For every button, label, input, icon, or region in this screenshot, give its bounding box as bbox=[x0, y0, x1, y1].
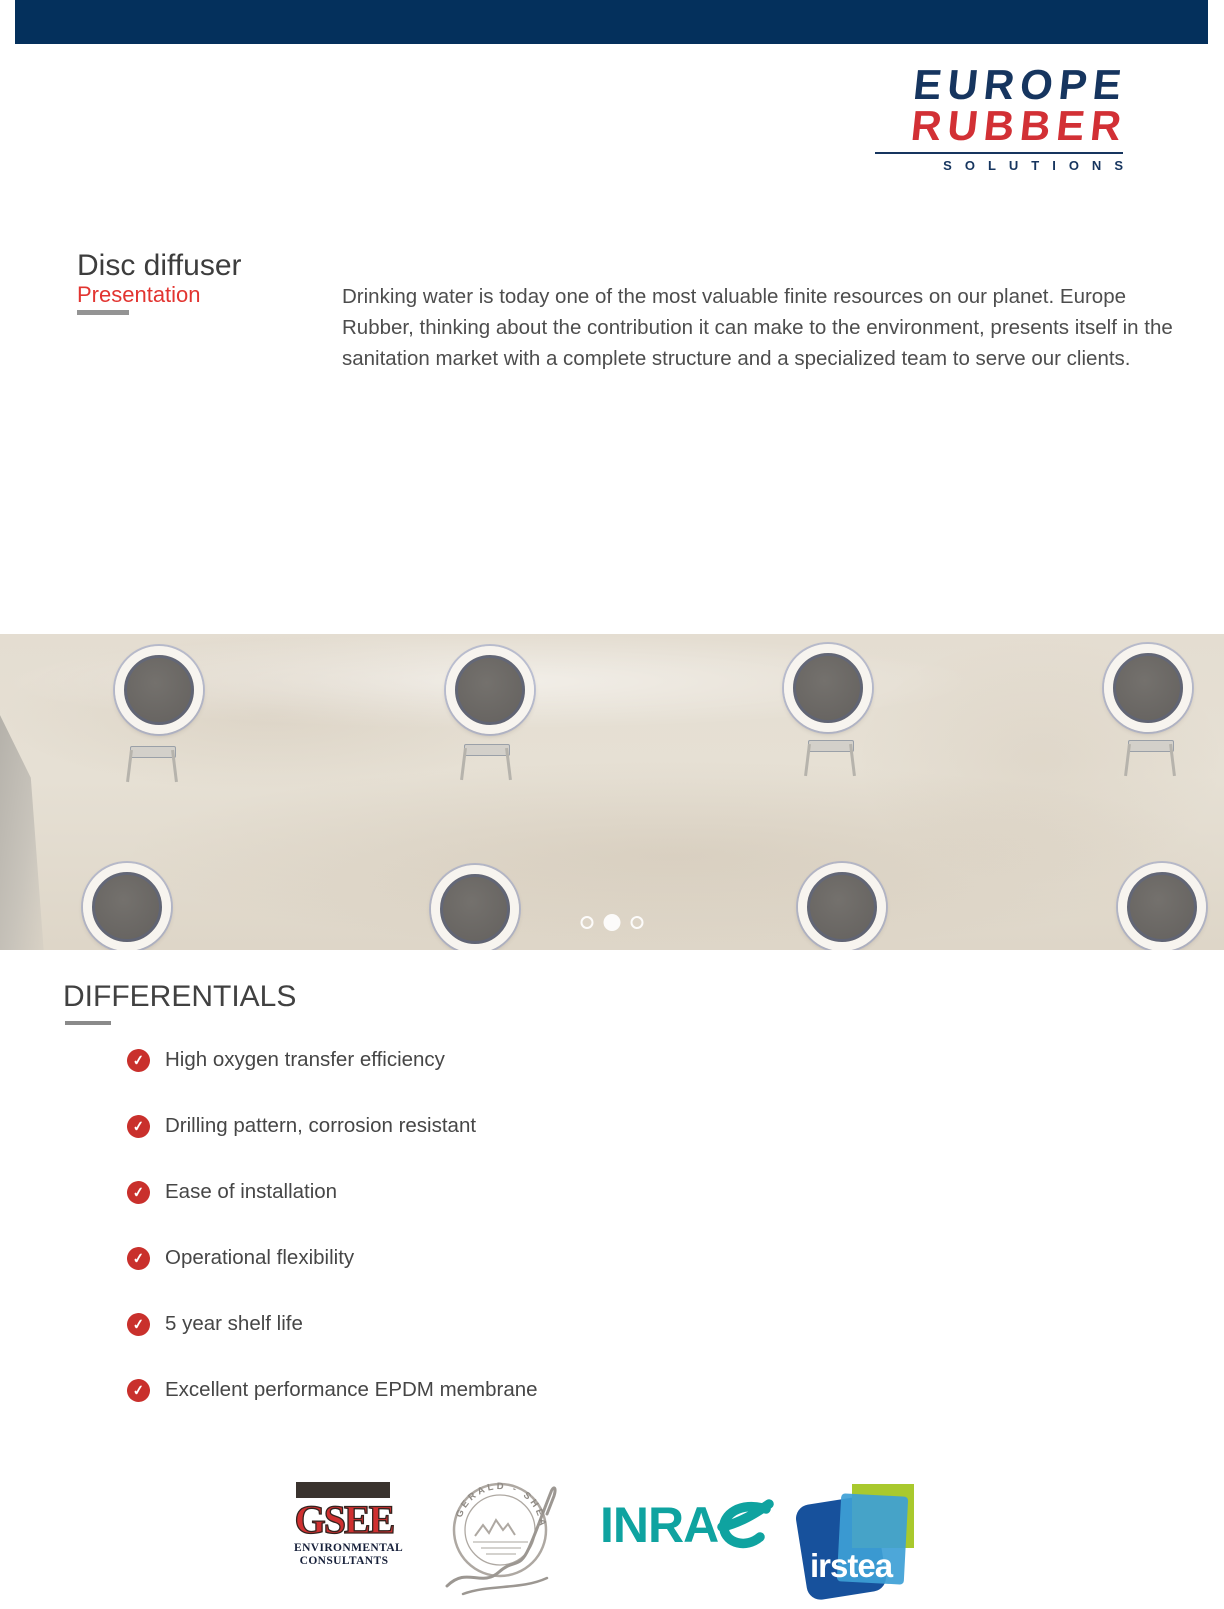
differential-item-label: Excellent performance EPDM membrane bbox=[165, 1378, 538, 1401]
gsee-logo bbox=[294, 1482, 404, 1568]
diffuser-disc bbox=[115, 646, 203, 734]
intro-paragraph: Drinking water is today one of the most valuable finite resources on our planet. Europe Rubber, thinking about the contribution it can make to the environment, presents itself in the sanitation market with a complete structure and a specialized team to serve our clients. bbox=[342, 285, 1173, 370]
brand-word-rubber: RUBBER bbox=[908, 102, 1130, 149]
carousel-dots bbox=[581, 914, 644, 931]
seal-arc-text: GERALD - SHEA bbox=[453, 1480, 549, 1530]
page-title: Disc diffuser bbox=[77, 249, 242, 282]
diffuser-disc bbox=[798, 863, 886, 950]
differentials-heading: DIFFERENTIALS bbox=[63, 980, 297, 1013]
diffuser-disc bbox=[1104, 644, 1192, 732]
differential-item-label: Ease of installation bbox=[165, 1180, 338, 1203]
pipe-clamp bbox=[124, 744, 180, 790]
differential-item-label: Drilling pattern, corrosion resistant bbox=[165, 1114, 477, 1137]
irstea-logo bbox=[795, 1462, 921, 1604]
page-subtitle: Presentation bbox=[77, 282, 201, 307]
differentials-list bbox=[127, 1046, 538, 1442]
differential-item bbox=[127, 1376, 538, 1404]
check-icon: ✓ bbox=[126, 1113, 151, 1138]
pipe-clamp bbox=[1122, 738, 1178, 784]
brand-word-solutions: SOLUTIONS bbox=[943, 158, 1136, 173]
inrae-wordmark: INRA bbox=[600, 1497, 719, 1553]
diffuser-disc bbox=[446, 646, 534, 734]
carousel-dot[interactable] bbox=[581, 916, 594, 929]
gsee-title: GSEE bbox=[294, 1497, 394, 1542]
brand-word-europe: EUROPE bbox=[911, 61, 1130, 108]
gsee-subtitle-2: CONSULTANTS bbox=[299, 1555, 389, 1567]
check-icon: ✓ bbox=[126, 1179, 151, 1204]
diffuser-disc bbox=[784, 644, 872, 732]
gsee-subtitle-1: ENVIRONMENTAL bbox=[294, 1542, 404, 1554]
differential-item-label: 5 year shelf life bbox=[165, 1312, 303, 1335]
check-icon: ✓ bbox=[126, 1311, 151, 1336]
europe-rubber-logo bbox=[875, 61, 1136, 173]
carousel-dot[interactable] bbox=[631, 916, 644, 929]
diffuser-disc bbox=[83, 863, 171, 950]
check-icon: ✓ bbox=[126, 1245, 151, 1270]
gsee-top-bar bbox=[296, 1482, 390, 1498]
pipe-clamp bbox=[458, 742, 514, 788]
certification-seal bbox=[441, 1466, 563, 1608]
inrae-logo bbox=[600, 1495, 774, 1555]
brand-divider bbox=[875, 152, 1123, 154]
check-icon: ✓ bbox=[126, 1047, 151, 1072]
check-icon: ✓ bbox=[126, 1377, 151, 1402]
irstea-wordmark: irstea bbox=[810, 1547, 893, 1584]
differential-item bbox=[127, 1112, 538, 1140]
diffuser-disc bbox=[431, 865, 519, 950]
subtitle-underline bbox=[77, 310, 129, 315]
carousel-dot-active[interactable] bbox=[604, 914, 621, 931]
header-bar bbox=[15, 0, 1208, 44]
differential-item bbox=[127, 1046, 538, 1074]
differential-item-label: Operational flexibility bbox=[165, 1246, 355, 1269]
diffuser-photo bbox=[0, 634, 1224, 950]
diffuser-disc bbox=[1118, 863, 1206, 950]
inrae-stylized-e-icon bbox=[716, 1499, 774, 1553]
differentials-underline bbox=[65, 1021, 111, 1025]
intro-heading bbox=[77, 250, 242, 315]
differential-item bbox=[127, 1178, 538, 1206]
pipe-clamp bbox=[802, 738, 858, 784]
differentials-heading-block bbox=[63, 980, 296, 1025]
wall-shadow bbox=[0, 689, 56, 950]
differential-item-label: High oxygen transfer efficiency bbox=[165, 1048, 445, 1071]
differential-item bbox=[127, 1310, 538, 1338]
differential-item bbox=[127, 1244, 538, 1272]
